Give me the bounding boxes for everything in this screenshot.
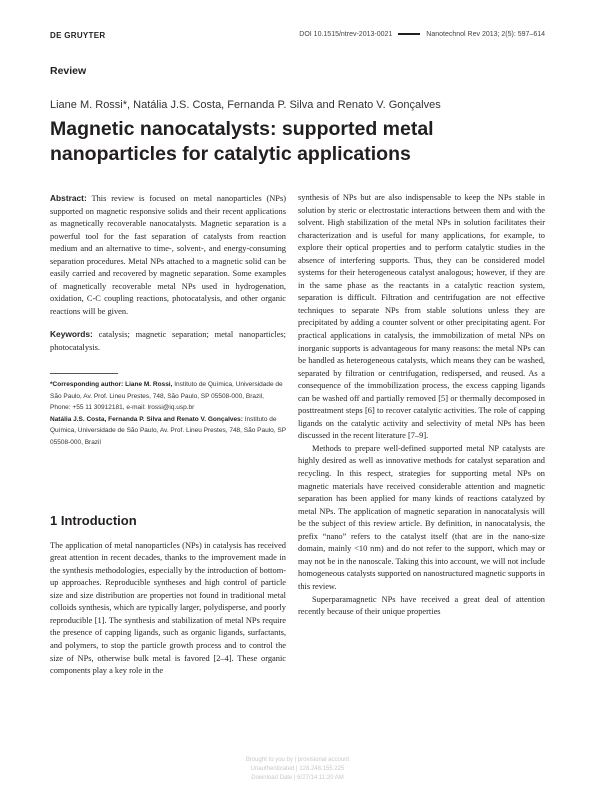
introduction-paragraph: The application of metal nanoparticles (NPs) in catalysis has received great attention in recent decades, thanks to the improvement made in the synthesis methodologies, especially by the introduction of bottom-up approaches. Reproducible syntheses and high control of particle size and size distribution are properties not found in traditional metal colloids synthesis, which are typically larger, polydisperse, and poorly reproducible [1]. The synthesis and stabilization of metal NPs require the presence of capping ligands, such as organic ligands, surfactants, and polymers, to stop the particle growth process and to control the size of NPs, otherwise bulk metal is favored [2–4]. These organic components play a key role in the xyxy=(50,540,286,676)
journal-reference: Nanotechnol Rev 2013; 2(5): 597–614 xyxy=(426,31,545,38)
header-divider xyxy=(398,33,420,35)
article-type-label: Review xyxy=(50,65,87,77)
footnote-divider xyxy=(50,373,118,374)
download-watermark xyxy=(0,756,595,783)
correspondence-note xyxy=(50,379,286,449)
keywords xyxy=(50,328,286,354)
right-column xyxy=(298,192,545,619)
coauthors xyxy=(50,414,286,449)
abstract xyxy=(50,192,286,318)
left-column xyxy=(50,192,286,678)
body-paragraph-3: Superparamagnetic NPs have received a great deal of attention recently because of their unique properties xyxy=(298,594,545,617)
article-title: Magnetic nanocatalysts: supported metal nanoparticles for catalytic applications xyxy=(50,118,434,165)
watermark-line-2: Unauthenticated | 128.248.155.225 xyxy=(250,766,345,772)
publisher-logo: DE GRUYTER xyxy=(50,31,106,40)
coauthors-label: Natália J.S. Costa, Fernanda P. Silva and Renato V. Gonçalves: xyxy=(50,415,243,423)
corresponding-author-address: Instituto de Química, Universidade de São Paulo, Av. Prof. Lineu Prestes, 748, São Paulo, SP 05508-000, Brazil, Phone: +55 11 30912181, e-mail: lrossi@iq.usp.br xyxy=(50,381,283,412)
page-header xyxy=(50,31,545,43)
introduction-heading: 1 Introduction xyxy=(50,512,137,528)
body-paragraph-1: synthesis of NPs but are also indispensable to keep the NPs stable in solution by steric or electrostatic interactions between them and with the solvent. High stabilization of the metal NPs in solution facilitates their characterization and is useful for many applications, for example, to explore their optical properties and to perform catalytic studies in the absence of interfering supports. Thus, they can be considered model systems for their heterogeneous catalyst analogous; however, if they are in the same phase as the reactants in a catalytic reaction system, separation is difficult. Filtration and centrifugation are not effective techniques to separate NPs from stable solutions unless they are precipitated by adding a counter solvent or other precipitating agent. For practical applications in catalysis, the immobilization of metal NPs on inorganic supports is advantageous for many reasons: the metal NPs can be handled as heterogeneous catalysts, which means they can be washed, separated by filtration or centrifugation, redispersed, and reused. As a consequence of the immobilization process, the excess capping ligands can be washed off and partially removed [5] or thermally decomposed in posttreatment steps [6] to recover catalytic activities. The role of capping ligands on the catalytic activity and selectivity of metal NPs has been discussed in the recent literature [7–9]. xyxy=(298,193,545,441)
corresponding-author xyxy=(50,379,286,414)
keywords-label: Keywords: xyxy=(50,329,93,340)
keywords-text: catalysis; magnetic separation; metal nanoparticles; photocatalysis. xyxy=(50,330,286,353)
abstract-text: This review is focused on metal nanoparticles (NPs) supported on magnetic responsive solids and their recent applications as magnetically recoverable nanocatalysts. Magnetic separation is a powerful tool for the fast separation of catalysts from reaction medium and an alternative to time-, solvent-, and energy-consuming separation procedures. Metal NPs attached to a magnetic solid can be easily carried and recovered by magnetic separation. Some examples of magnetically recoverable metal NPs used in hydrogenation, oxidation, C-C coupling reactions, photocatalysis, and other organic reactions will be given. xyxy=(50,194,286,316)
watermark-line-3: Download Date | 6/27/14 11:20 AM xyxy=(251,775,344,781)
header-citation xyxy=(299,31,545,38)
author-list: Liane M. Rossi*, Natália J.S. Costa, Fernanda P. Silva and Renato V. Gonçalves xyxy=(50,99,441,111)
abstract-label: Abstract: xyxy=(50,193,87,203)
coauthors-address: Instituto de Química, Universidade de São Paulo, Av. Prof. Lineu Prestes, 748, São Paulo, SP 05508-000, Brazil xyxy=(50,415,286,447)
doi-link[interactable]: DOI 10.1515/ntrev-2013-0021 xyxy=(299,31,393,38)
corresponding-author-label: *Corresponding author: Liane M. Rossi, xyxy=(50,381,173,389)
watermark-line-1: Brought to you by | provisional account xyxy=(245,757,350,763)
body-paragraph-2: Methods to prepare well-defined supported metal NP catalysts are highly desired as well as innovative methods for catalyst separation and recycling. In this respect, strategies for supporting metal NPs on magnetic materials have received considerable attention and magnetic separation has been applied for many kinds of reactions catalyzed by metal NPs. The application of magnetic separation in nanocatalysis will be the subject of this review article. By definition, in nanocatalysis, the prefix “nano” refers to the catalyst itself (that are in the nano-size domain, mainly <10 nm) and do not refer to the support, which may or may not be in the nanoscale. Taking this into account, we will not include homogeneous catalysts supported on nanostructured magnetic supports in this review. xyxy=(298,443,545,591)
